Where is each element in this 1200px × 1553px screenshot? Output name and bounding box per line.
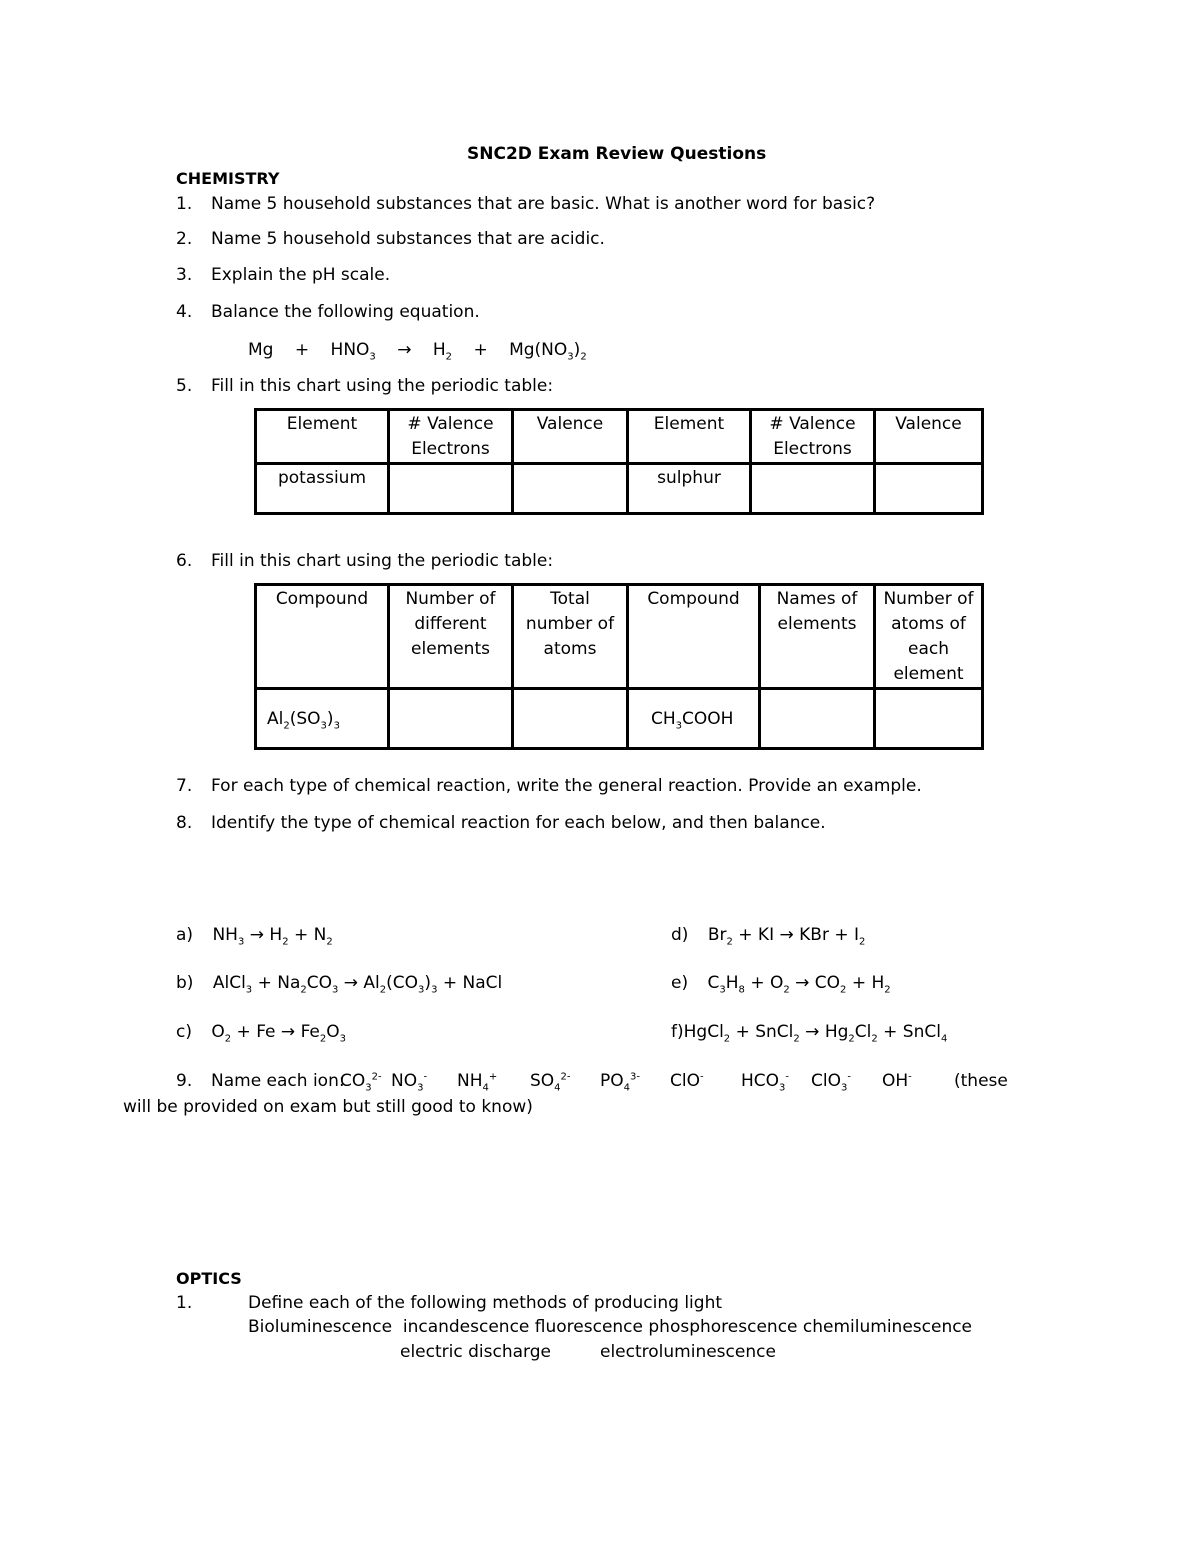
- charge: 2-: [560, 1071, 571, 1083]
- ion-formula: NO: [391, 1071, 418, 1091]
- charge: -: [423, 1071, 428, 1083]
- table-cell: [628, 689, 760, 749]
- subscript: 2: [783, 984, 790, 996]
- table-cell: potassium: [256, 464, 389, 514]
- subscript: 3: [675, 719, 683, 731]
- ion: [530, 1071, 571, 1094]
- formula-part: O: [211, 1022, 225, 1042]
- formula-part: + Fe → Fe: [231, 1022, 320, 1042]
- subscript: 3: [779, 1082, 786, 1094]
- subscript: 3: [417, 1082, 424, 1094]
- table-cell-blank[interactable]: [513, 464, 628, 514]
- equation-operator: +: [473, 340, 488, 360]
- question-text: Name each ion:: [211, 1071, 345, 1091]
- formula-part: + SnCl: [730, 1022, 794, 1042]
- subscript: 2: [848, 1033, 855, 1045]
- table-header: Element: [256, 410, 389, 464]
- formula-part: + Na: [252, 973, 301, 993]
- charge: -: [785, 1071, 790, 1083]
- reaction-arrow: →: [397, 340, 412, 360]
- subscript: 2: [871, 1033, 878, 1045]
- subscript: 3: [245, 984, 253, 996]
- subscript: 2: [224, 1033, 232, 1045]
- reaction-label: f): [671, 1022, 684, 1042]
- formula-part: → H: [244, 925, 283, 945]
- table-header: Total number of atoms: [513, 585, 628, 689]
- question-text: Name 5 household substances that are acidic.: [211, 229, 605, 249]
- question-number: 9.: [176, 1071, 193, 1091]
- subscript: 2: [283, 719, 290, 731]
- ion-list: [340, 1071, 428, 1094]
- ion: [670, 1071, 704, 1091]
- reaction-f: [671, 1022, 948, 1045]
- formula-part: HgCl: [683, 1022, 724, 1042]
- term: electric discharge: [400, 1342, 551, 1362]
- question-text: Identify the type of chemical reaction for each below, and then balance.: [211, 813, 826, 833]
- formula-part: Al: [267, 708, 284, 729]
- question-text: Fill in this chart using the periodic table:: [211, 376, 554, 396]
- formula-part: CO: [306, 973, 332, 993]
- ion: [882, 1071, 912, 1091]
- formula-part: C: [707, 973, 720, 993]
- reaction-d: [671, 925, 866, 948]
- table-header: Names of elements: [760, 585, 875, 689]
- formula-part: + N: [288, 925, 327, 945]
- formula-part: → CO: [789, 973, 841, 993]
- charge: 3-: [630, 1071, 640, 1083]
- ion: [457, 1071, 498, 1094]
- ion: [811, 1071, 851, 1094]
- reaction-label: c): [176, 1022, 192, 1042]
- valence-chart: [254, 408, 984, 515]
- subscript: 4: [554, 1082, 561, 1094]
- ion-formula: NH: [457, 1071, 483, 1091]
- table-header: Number of different elements: [389, 585, 513, 689]
- subscript: 3: [418, 984, 425, 996]
- ion: [340, 1071, 382, 1094]
- equation-term: ): [573, 340, 581, 360]
- question-text: For each type of chemical reaction, write the general reaction. Provide an example.: [211, 776, 922, 796]
- section-heading-chemistry: CHEMISTRY: [176, 169, 280, 188]
- subscript: 8: [738, 984, 745, 996]
- table-header: Valence: [513, 410, 628, 464]
- section-heading-optics: OPTICS: [176, 1269, 242, 1288]
- formula-part: AlCl: [212, 973, 246, 993]
- equation-term: HNO: [330, 340, 370, 360]
- ion: [741, 1071, 790, 1094]
- charge: -: [847, 1071, 851, 1083]
- question-number: 8.: [176, 813, 193, 833]
- question-number: 3.: [176, 265, 193, 285]
- subscript: 4: [482, 1082, 489, 1094]
- table-cell-blank[interactable]: [875, 464, 983, 514]
- formula-part: CH: [651, 708, 676, 729]
- formula-part: + SnCl: [877, 1022, 941, 1042]
- formula-part: H: [725, 973, 739, 993]
- table-header: Number of atoms of each element: [875, 585, 983, 689]
- subscript: 3: [431, 984, 438, 996]
- table-cell: sulphur: [628, 464, 751, 514]
- table-header: Valence: [875, 410, 983, 464]
- question-number: 1.: [176, 194, 193, 214]
- formula-part: + O: [744, 973, 784, 993]
- formula-part: Cl: [854, 1022, 872, 1042]
- reaction-e: [671, 973, 891, 996]
- reaction-b: [176, 973, 503, 996]
- table-header: Element: [628, 410, 751, 464]
- subscript: 3: [339, 1033, 347, 1045]
- question-number: 1.: [176, 1293, 193, 1313]
- subscript: 2: [445, 351, 453, 363]
- ion-formula: ClO: [670, 1071, 700, 1091]
- formula-part: COOH: [682, 708, 734, 729]
- subscript: 4: [623, 1082, 631, 1094]
- page-title: SNC2D Exam Review Questions: [467, 144, 767, 164]
- table-header: Compound: [628, 585, 760, 689]
- reaction-label: d): [671, 925, 689, 945]
- ion-formula: PO: [600, 1071, 624, 1091]
- question-text: Name 5 household substances that are basic. What is another word for basic?: [211, 194, 876, 214]
- question-note: will be provided on exam but still good to know): [123, 1097, 533, 1117]
- charge: +: [488, 1071, 498, 1083]
- formula-part: (CO: [386, 973, 419, 993]
- reaction-a: [176, 925, 333, 948]
- ion: [391, 1071, 428, 1094]
- charge: -: [699, 1071, 704, 1083]
- formula-part: O: [326, 1022, 340, 1042]
- subscript: 3: [237, 936, 245, 948]
- table-cell-blank[interactable]: [389, 689, 513, 749]
- subscript: 2: [326, 936, 333, 948]
- formula-part: (SO: [289, 708, 321, 729]
- subscript: 3: [369, 351, 376, 363]
- subscript: 3: [332, 984, 339, 996]
- formula-part: ): [326, 708, 334, 729]
- ion-formula: OH: [882, 1071, 909, 1091]
- equation-term: Mg(NO: [509, 340, 568, 360]
- subscript: 2: [379, 984, 387, 996]
- equation-to-balance: [248, 340, 587, 363]
- table-cell: [256, 689, 389, 749]
- formula-part: NH: [212, 925, 238, 945]
- question-number: 6.: [176, 551, 193, 571]
- subscript: 3: [567, 351, 574, 363]
- equation-operator: +: [294, 340, 310, 360]
- term: electroluminescence: [600, 1342, 776, 1362]
- charge: -: [908, 1071, 912, 1083]
- subscript: 2: [840, 984, 847, 996]
- ion-formula: CO: [340, 1071, 366, 1091]
- ion-formula: SO: [530, 1071, 555, 1091]
- reaction-label: e): [671, 973, 689, 993]
- subscript: 3: [365, 1082, 372, 1094]
- formula-part: Br: [707, 925, 727, 945]
- question-number: 2.: [176, 229, 193, 249]
- table-cell-blank[interactable]: [389, 464, 513, 514]
- question-number: 7.: [176, 776, 193, 796]
- table-header: # Valence Electrons: [389, 410, 513, 464]
- question-note: (these: [954, 1071, 1008, 1091]
- question-text: Define each of the following methods of producing light: [248, 1293, 723, 1313]
- subscript: 2: [723, 1033, 731, 1045]
- question-text: Fill in this chart using the periodic table:: [211, 551, 554, 571]
- formula-part: → Hg: [799, 1022, 849, 1042]
- charge: 2-: [371, 1071, 382, 1083]
- formula-part: + KI → KBr + I: [732, 925, 860, 945]
- question-number: 4.: [176, 302, 193, 322]
- question-text: Explain the pH scale.: [211, 265, 391, 285]
- ion-formula: HCO: [741, 1071, 780, 1091]
- subscript: 4: [940, 1033, 948, 1045]
- subscript: 2: [859, 936, 866, 948]
- subscript: 2: [580, 351, 587, 363]
- subscript: 2: [300, 984, 307, 996]
- table-header: Compound: [256, 585, 389, 689]
- table-cell-blank[interactable]: [875, 689, 983, 749]
- compound-chart: [254, 583, 984, 750]
- table-cell-blank[interactable]: [513, 689, 628, 749]
- subscript: 2: [726, 936, 733, 948]
- formula-part: + H: [846, 973, 885, 993]
- formula-part: → Al: [338, 973, 380, 993]
- reaction-label: a): [176, 925, 194, 945]
- subscript: 3: [333, 719, 340, 731]
- subscript: 2: [884, 984, 891, 996]
- reaction-label: b): [176, 973, 194, 993]
- subscript: 2: [282, 936, 289, 948]
- subscript: 3: [719, 984, 726, 996]
- term-list: Bioluminescence incandescence fluorescence phosphorescence chemiluminescence: [248, 1317, 973, 1337]
- question-text: Balance the following equation.: [211, 302, 480, 322]
- equation-term: H: [432, 340, 446, 360]
- subscript: 2: [319, 1033, 327, 1045]
- subscript: 3: [320, 719, 327, 731]
- table-header: # Valence Electrons: [751, 410, 875, 464]
- ion: [600, 1071, 640, 1094]
- question-number: 5.: [176, 376, 193, 396]
- reaction-c: [176, 1022, 347, 1045]
- formula-part: + NaCl: [437, 973, 503, 993]
- table-cell-blank[interactable]: [760, 689, 875, 749]
- formula-part: ): [424, 973, 432, 993]
- subscript: 3: [840, 1082, 848, 1094]
- equation-term: Mg: [248, 340, 274, 360]
- table-cell-blank[interactable]: [751, 464, 875, 514]
- ion-formula: ClO: [811, 1071, 841, 1091]
- subscript: 2: [793, 1033, 800, 1045]
